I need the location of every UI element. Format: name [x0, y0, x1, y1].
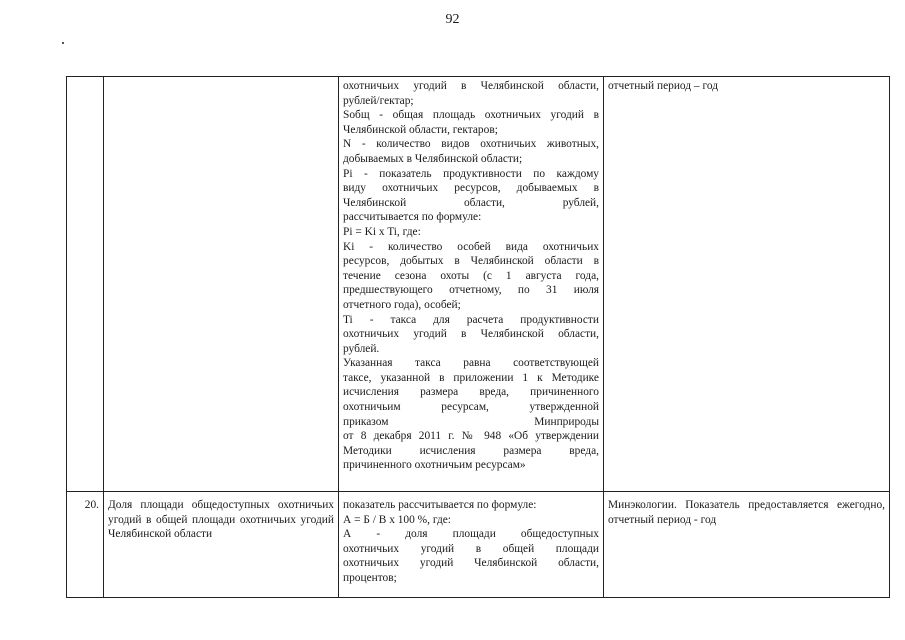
cell-calculation-method: [339, 77, 604, 492]
method-line: охотничьих угодий Челябинской области,: [343, 557, 599, 570]
method-line: Sобщ - общая площадь охотничьих угодий в: [343, 109, 599, 122]
method-line: охотничьих угодий в Челябинской области,: [343, 80, 599, 92]
method-line: рублей.: [343, 342, 380, 355]
method-text-20: [343, 498, 599, 586]
method-line: Pi = Ki x Ti, где:: [343, 225, 421, 238]
method-line: отчетного года), особей;: [343, 298, 461, 311]
method-text-continued: [343, 79, 599, 473]
scan-speck: [62, 42, 64, 44]
method-line: А = Б / В х 100 %, где:: [343, 513, 451, 526]
method-line: добываемых в Челябинской области;: [343, 152, 523, 165]
method-line: Pi - показатель продуктивности по каждому: [343, 167, 599, 180]
cell-data-source: отчетный период – год: [604, 77, 890, 492]
method-line: течение сезона охоты (с 1 августа года,: [343, 269, 599, 282]
method-line: показатель рассчитывается по формуле:: [343, 499, 537, 511]
method-line: охотничьих угодий в общей площади: [343, 542, 599, 555]
method-line: предшествующего отчетному, по 31 июля: [343, 284, 599, 297]
indicator-table: [66, 76, 890, 598]
method-line: Челябинской области, гектаров;: [343, 123, 498, 136]
method-line: от 8 декабря 2011 г. № 948 «Об утверждении: [343, 430, 599, 443]
method-line: охотничьим ресурсам, утвержденной: [343, 401, 599, 414]
method-line: исчисления размера вреда, причиненного: [343, 386, 599, 399]
table-row-continued: [67, 77, 890, 492]
cell-calculation-method: [339, 492, 604, 598]
cell-row-number: 20.: [67, 492, 104, 598]
cell-data-source: Минэкологии. Показатель предоставляется ежегодно, отчетный период - год: [604, 492, 890, 598]
method-line: причиненного охотничьим ресурсам»: [343, 459, 526, 472]
method-line: охотничьих угодий в Челябинской области,: [343, 328, 599, 341]
method-line: ресурсов, добытых в Челябинской области в: [343, 255, 599, 268]
cell-indicator-name: Доля площади общедоступных охотничьих угодий в общей площади охотничьих угодий Челябинской области: [104, 492, 339, 598]
method-line: рублей/гектар;: [343, 94, 414, 107]
method-line: таксе, указанной в приложении 1 к Методике: [343, 371, 599, 384]
method-line: Челябинской области, рублей,: [343, 196, 599, 209]
cell-indicator-name: [104, 77, 339, 492]
cell-row-number: [67, 77, 104, 492]
method-line: N - количество видов охотничьих животных,: [343, 138, 599, 151]
method-line: рассчитывается по формуле:: [343, 211, 482, 224]
table-row-20: [67, 492, 890, 598]
method-line: А - доля площади общедоступных: [343, 528, 599, 541]
method-line: процентов;: [343, 571, 397, 584]
method-line: Указанная такса равна соответствующей: [343, 357, 599, 370]
method-line: Ti - такса для расчета продуктивности: [343, 313, 599, 326]
method-line: Ki - количество особей вида охотничьих: [343, 240, 599, 253]
page-number: 92: [445, 12, 460, 27]
method-line: приказом Минприроды: [343, 415, 599, 428]
method-line: виду охотничьих ресурсов, добываемых в: [343, 182, 599, 195]
method-line: Методики исчисления размера вреда,: [343, 444, 599, 457]
